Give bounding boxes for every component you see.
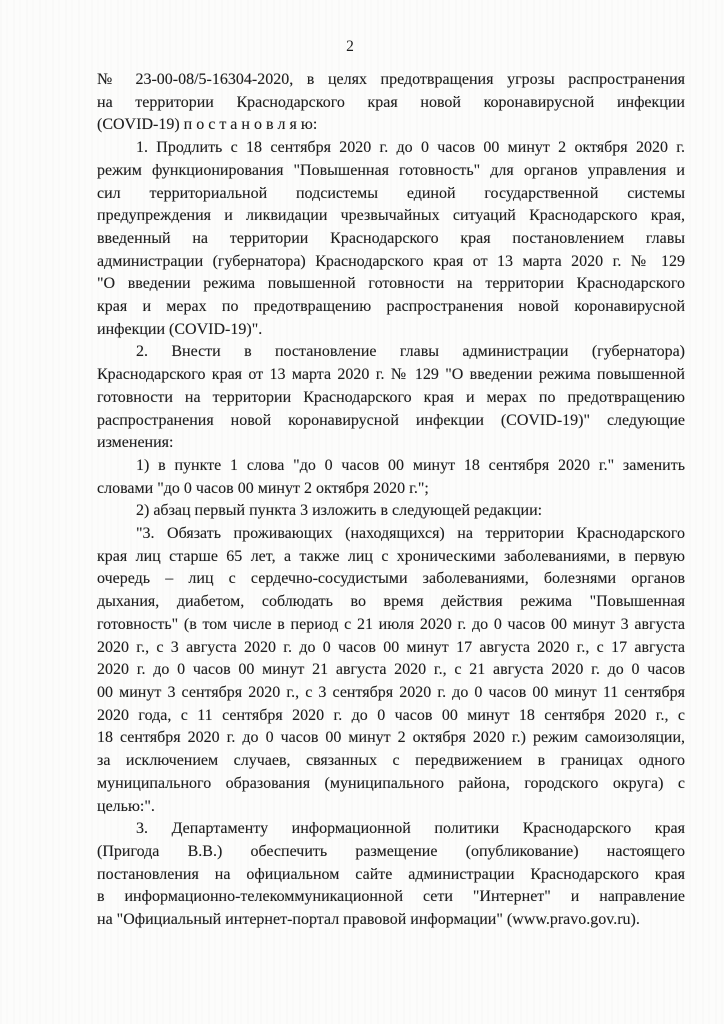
text-line: введенный на территории Краснодарского края постановлением главы bbox=[97, 229, 685, 247]
text-line: 1) в пункте 1 слова "до 0 часов 00 минут 18 сентября 2020 г." заменить bbox=[136, 456, 685, 474]
text-line: на территории Краснодарского края новой коронавирусной инфекции bbox=[97, 93, 685, 111]
page-number: 2 bbox=[346, 38, 354, 55]
text-line: (COVID-19) п о с т а н о в л я ю: bbox=[97, 116, 318, 134]
text-line: муниципального образования (муниципального района, городского округа) с bbox=[97, 774, 685, 792]
text-line: режим функционирования "Повышенная готовность" для органов управления и bbox=[97, 161, 685, 179]
text-line: 1. Продлить с 18 сентября 2020 г. до 0 часов 00 минут 2 октября 2020 г. bbox=[136, 139, 685, 157]
text-line: 2020 г., с 3 августа 2020 г. до 0 часов 00 минут 17 августа 2020 г., с 17 августа bbox=[97, 638, 685, 656]
text-line: предупреждения и ликвидации чрезвычайных ситуаций Краснодарского края, bbox=[97, 207, 685, 225]
text-line: 2. Внести в постановление главы администрации (губернатора) bbox=[136, 343, 685, 361]
text-line: 00 минут 3 сентября 2020 г., с 3 сентября 2020 г. до 0 часов 00 минут 11 сентября bbox=[97, 683, 685, 701]
text-line: в информационно-телекоммуникационной сети "Интернет" и направление bbox=[97, 888, 685, 906]
text-line: за исключением случаев, связанных с передвижением в границах одного bbox=[97, 752, 685, 770]
text-line: 3. Департаменту информационной политики Краснодарского края bbox=[136, 820, 685, 838]
text-line: дыхания, диабетом, соблюдать во время действия режима "Повышенная bbox=[97, 593, 685, 611]
paragraph-subitem-2-new-wording bbox=[97, 500, 685, 523]
paragraph-item-1-prolong-regime bbox=[97, 137, 685, 341]
text-line: сил территориальной подсистемы единой государственной системы bbox=[97, 184, 685, 202]
text-line: целью:". bbox=[97, 797, 155, 815]
text-line: (Пригода В.В.) обеспечить размещение (опубликование) настоящего bbox=[97, 842, 685, 860]
paragraph-item-3-publication bbox=[97, 818, 685, 932]
paragraph-subitem-1-replace-words bbox=[97, 455, 685, 500]
text-line: № 23-00-08/5-16304-2020, в целях предотвращения угрозы распространения bbox=[97, 71, 685, 88]
text-line: края и мерах по предотвращению распространения новой коронавирусной bbox=[97, 298, 685, 316]
text-line: администрации (губернатора) Краснодарского края от 13 марта 2020 г. № 129 bbox=[97, 252, 685, 270]
text-line: "3. Обязать проживающих (находящихся) на территории Краснодарского bbox=[136, 525, 685, 543]
paragraph-item-2-amendments bbox=[97, 341, 685, 455]
paragraph-preamble-continuation bbox=[97, 69, 685, 137]
text-line: готовность" (в том числе в период с 21 июля 2020 г. до 0 часов 00 минут 3 августа bbox=[97, 615, 685, 633]
text-line: очередь – лиц с сердечно-сосудистыми заболеваниями, болезнями органов bbox=[97, 570, 685, 588]
text-line: "О введении режима повышенной готовности на территории Краснодарского bbox=[97, 275, 685, 293]
text-line: 18 сентября 2020 г. до 0 часов 00 минут 2 октября 2020 г.) режим самоизоляции, bbox=[97, 729, 685, 747]
paragraph-quoted-item-3-self-isolation bbox=[97, 523, 685, 818]
text-line: распространения новой коронавирусной инфекции (COVID-19)" следующие bbox=[97, 411, 685, 429]
text-line: постановления на официальном сайте администрации Краснодарского края bbox=[97, 865, 685, 883]
text-line: готовности на территории Краснодарского края и мерах по предотвращению bbox=[97, 388, 685, 406]
document-body bbox=[97, 69, 685, 932]
text-line: 2020 г. до 0 часов 00 минут 21 августа 2020 г., с 21 августа 2020 г. до 0 часов bbox=[97, 661, 685, 679]
text-line: словами "до 0 часов 00 минут 2 октября 2020 г."; bbox=[97, 479, 429, 497]
text-line: Краснодарского края от 13 марта 2020 г. № 129 "О введении режима повышенной bbox=[97, 366, 685, 384]
text-line: 2020 года, с 11 сентября 2020 г. до 0 часов 00 минут 18 сентября 2020 г., с bbox=[97, 706, 685, 724]
text-line: края лиц старше 65 лет, а также лиц с хроническими заболеваниями, в первую bbox=[97, 547, 685, 565]
text-line: изменения: bbox=[97, 434, 174, 452]
text-line: 2) абзац первый пункта 3 изложить в следующей редакции: bbox=[136, 502, 543, 520]
text-line: на "Официальный интернет-портал правовой информации" (www.pravo.gov.ru). bbox=[97, 911, 640, 929]
text-line: инфекции (COVID-19)". bbox=[97, 320, 263, 338]
